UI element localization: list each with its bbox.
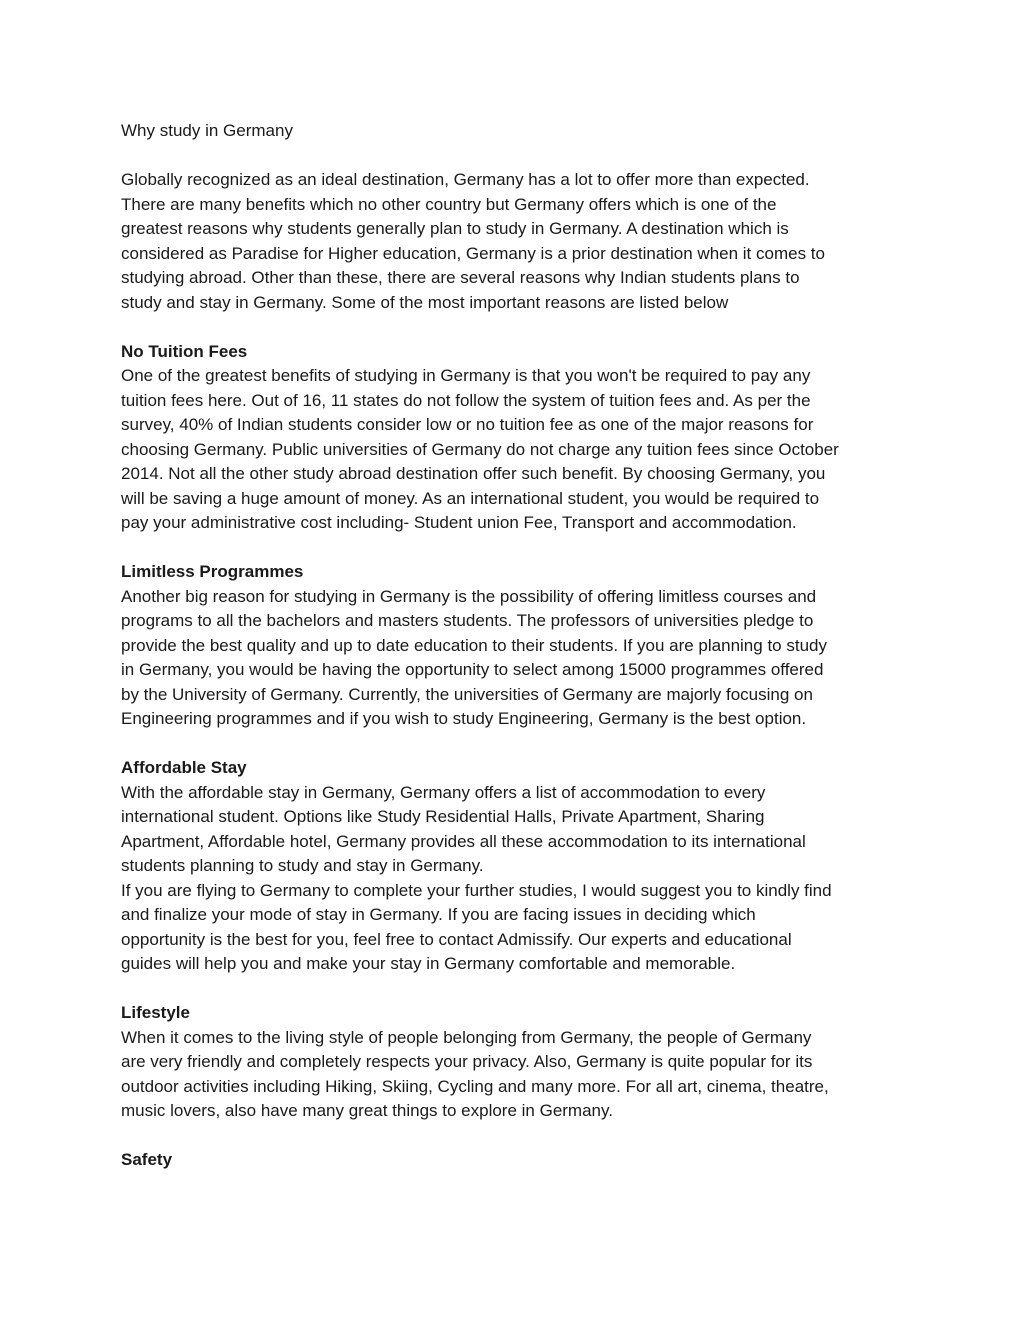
intro-paragraph: Globally recognized as an ideal destination, Germany has a lot to offer more than expected. There are many benefits which no other country but Germany offers which is one of the greatest reasons why students generally plan to study in Germany. A destination which is considered as Paradise for Higher education, Germany is a prior destination when it comes to studying abroad. Other than these, there are several reasons why Indian students plans to study and stay in Germany. Some of the most important reasons are listed below bbox=[121, 170, 825, 312]
spacer bbox=[121, 536, 911, 561]
section-body-lifestyle: When it comes to the living style of people belonging from Germany, the people of Germany are very friendly and completely respects your privacy. Also, Germany is quite popular for its outdoor activities including Hiking, Skiing, Cycling and many more. For all art, cinema, theatre, music lovers, also have many great things to explore in Germany. bbox=[121, 1027, 829, 1120]
section-heading-lifestyle: Lifestyle bbox=[121, 1003, 190, 1022]
section-heading-affordable-stay: Affordable Stay bbox=[121, 758, 247, 777]
section-body-no-tuition-fees: One of the greatest benefits of studying in Germany is that you won't be required to pay any tuition fees here. Out of 16, 11 states do not follow the system of tuition fees and. As per the survey, 40% of Indian students consider low or no tuition fee as one of the major reasons for choosing Germany. Public universities of Germany do not charge any tuition fees since October 2014. Not all the other study abroad destination offer such benefit. By choosing Germany, you will be saving a huge amount of money. As an international student, you would be required to pay your administrative cost including- Student union Fee, Transport and accommodation. bbox=[121, 366, 839, 532]
document-page bbox=[121, 119, 911, 1173]
spacer bbox=[121, 732, 911, 757]
section-heading-safety: Safety bbox=[121, 1150, 173, 1169]
section-heading-no-tuition-fees: No Tuition Fees bbox=[121, 341, 248, 361]
section-body-affordable-stay: With the affordable stay in Germany, Germany offers a list of accommodation to every international student. Options like Study Residential Halls, Private Apartment, Sharing Apartment, Affordable hotel, Germany provides all these accommodation to its international students planning to study and stay in Germany. If you are flying to Germany to complete your further studies, I would suggest you to kindly find and finalize your mode of stay in Germany. If you are facing issues in deciding which opportunity is the best for you, feel free to contact Admissify. Our experts and educational guides will help you and make your stay in Germany comfortable and memorable. bbox=[121, 782, 832, 973]
document-title: Why study in Germany bbox=[121, 121, 293, 140]
section-heading-limitless-programmes: Limitless Programmes bbox=[121, 562, 304, 581]
spacer bbox=[121, 144, 911, 169]
spacer bbox=[121, 1124, 911, 1149]
spacer bbox=[121, 977, 911, 1002]
spacer bbox=[121, 315, 911, 340]
section-body-limitless-programmes: Another big reason for studying in Germany is the possibility of offering limitless courses and programs to all the bachelors and masters students. The professors of universities pledge to provide the best quality and up to date education to their students. If you are planning to study in Germany, you would be having the opportunity to select among 15000 programmes offered by the University of Germany. Currently, the universities of Germany are majorly focusing on Engineering programmes and if you wish to study Engineering, Germany is the best option. bbox=[121, 586, 827, 728]
